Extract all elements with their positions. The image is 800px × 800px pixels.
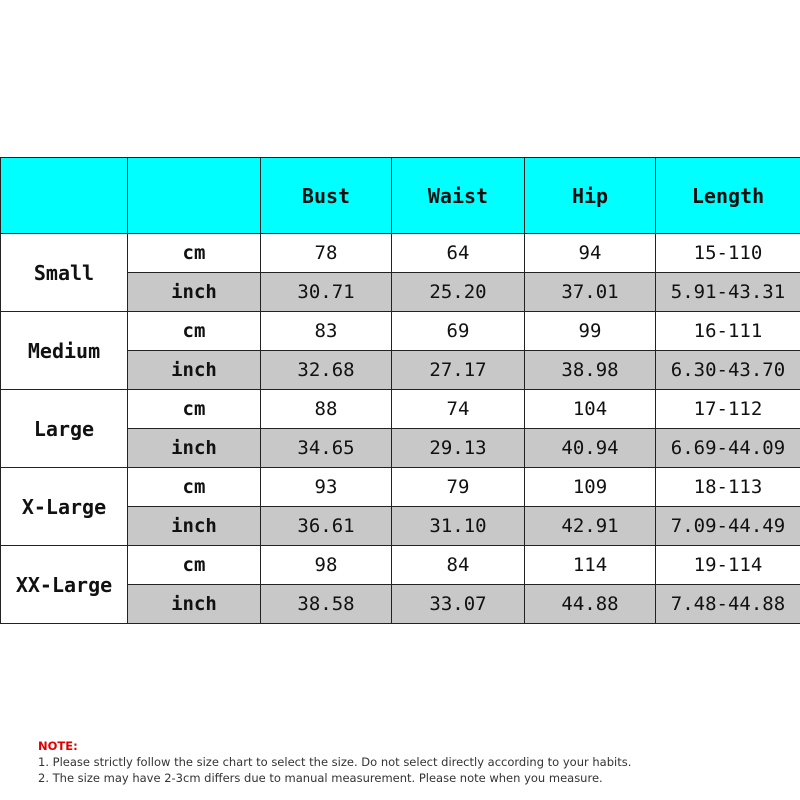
bust-value: 88 bbox=[261, 390, 392, 429]
waist-value: 69 bbox=[392, 312, 525, 351]
hip-value: 42.91 bbox=[525, 507, 656, 546]
waist-value: 27.17 bbox=[392, 351, 525, 390]
size-label-large: Large bbox=[1, 390, 128, 468]
size-label-xlarge: X-Large bbox=[1, 468, 128, 546]
unit-cm: cm bbox=[128, 234, 261, 273]
length-value: 18-113 bbox=[656, 468, 800, 507]
length-value: 19-114 bbox=[656, 546, 800, 585]
waist-value: 74 bbox=[392, 390, 525, 429]
hip-value: 38.98 bbox=[525, 351, 656, 390]
hip-value: 94 bbox=[525, 234, 656, 273]
note-title: NOTE: bbox=[38, 739, 78, 753]
header-length: Length bbox=[656, 158, 800, 234]
length-value: 5.91-43.31 bbox=[656, 273, 800, 312]
unit-inch: inch bbox=[128, 351, 261, 390]
header-hip: Hip bbox=[525, 158, 656, 234]
length-value: 7.09-44.49 bbox=[656, 507, 800, 546]
hip-value: 99 bbox=[525, 312, 656, 351]
length-value: 7.48-44.88 bbox=[656, 585, 800, 624]
bust-value: 36.61 bbox=[261, 507, 392, 546]
length-value: 6.30-43.70 bbox=[656, 351, 800, 390]
length-value: 15-110 bbox=[656, 234, 800, 273]
waist-value: 79 bbox=[392, 468, 525, 507]
header-waist: Waist bbox=[392, 158, 525, 234]
bust-value: 32.68 bbox=[261, 351, 392, 390]
hip-value: 37.01 bbox=[525, 273, 656, 312]
hip-value: 114 bbox=[525, 546, 656, 585]
unit-cm: cm bbox=[128, 546, 261, 585]
table-row-large-cm bbox=[1, 390, 800, 429]
size-label-small: Small bbox=[1, 234, 128, 312]
header-bust: Bust bbox=[261, 158, 392, 234]
waist-value: 25.20 bbox=[392, 273, 525, 312]
waist-value: 29.13 bbox=[392, 429, 525, 468]
bust-value: 30.71 bbox=[261, 273, 392, 312]
length-value: 17-112 bbox=[656, 390, 800, 429]
note-section bbox=[38, 738, 778, 786]
length-value: 6.69-44.09 bbox=[656, 429, 800, 468]
unit-inch: inch bbox=[128, 585, 261, 624]
unit-cm: cm bbox=[128, 390, 261, 429]
waist-value: 33.07 bbox=[392, 585, 525, 624]
bust-value: 93 bbox=[261, 468, 392, 507]
hip-value: 44.88 bbox=[525, 585, 656, 624]
bust-value: 34.65 bbox=[261, 429, 392, 468]
table-row-small-cm bbox=[1, 234, 800, 273]
unit-inch: inch bbox=[128, 429, 261, 468]
length-value: 16-111 bbox=[656, 312, 800, 351]
hip-value: 109 bbox=[525, 468, 656, 507]
header-size-cell bbox=[1, 158, 128, 234]
hip-value: 40.94 bbox=[525, 429, 656, 468]
waist-value: 31.10 bbox=[392, 507, 525, 546]
bust-value: 78 bbox=[261, 234, 392, 273]
unit-cm: cm bbox=[128, 312, 261, 351]
table-row-xxlarge-cm bbox=[1, 546, 800, 585]
waist-value: 64 bbox=[392, 234, 525, 273]
note-line-2: 2. The size may have 2-3cm differs due to manual measurement. Please note when you measure. bbox=[38, 771, 603, 785]
waist-value: 84 bbox=[392, 546, 525, 585]
header-row bbox=[1, 158, 800, 234]
bust-value: 83 bbox=[261, 312, 392, 351]
unit-cm: cm bbox=[128, 468, 261, 507]
unit-inch: inch bbox=[128, 273, 261, 312]
header-unit-cell bbox=[128, 158, 261, 234]
size-label-xxlarge: XX-Large bbox=[1, 546, 128, 624]
table-row-xlarge-cm bbox=[1, 468, 800, 507]
table-row-medium-cm bbox=[1, 312, 800, 351]
hip-value: 104 bbox=[525, 390, 656, 429]
unit-inch: inch bbox=[128, 507, 261, 546]
bust-value: 38.58 bbox=[261, 585, 392, 624]
size-chart-table bbox=[0, 157, 800, 624]
bust-value: 98 bbox=[261, 546, 392, 585]
size-label-medium: Medium bbox=[1, 312, 128, 390]
note-line-1: 1. Please strictly follow the size chart to select the size. Do not select directly according to your habits. bbox=[38, 755, 632, 769]
